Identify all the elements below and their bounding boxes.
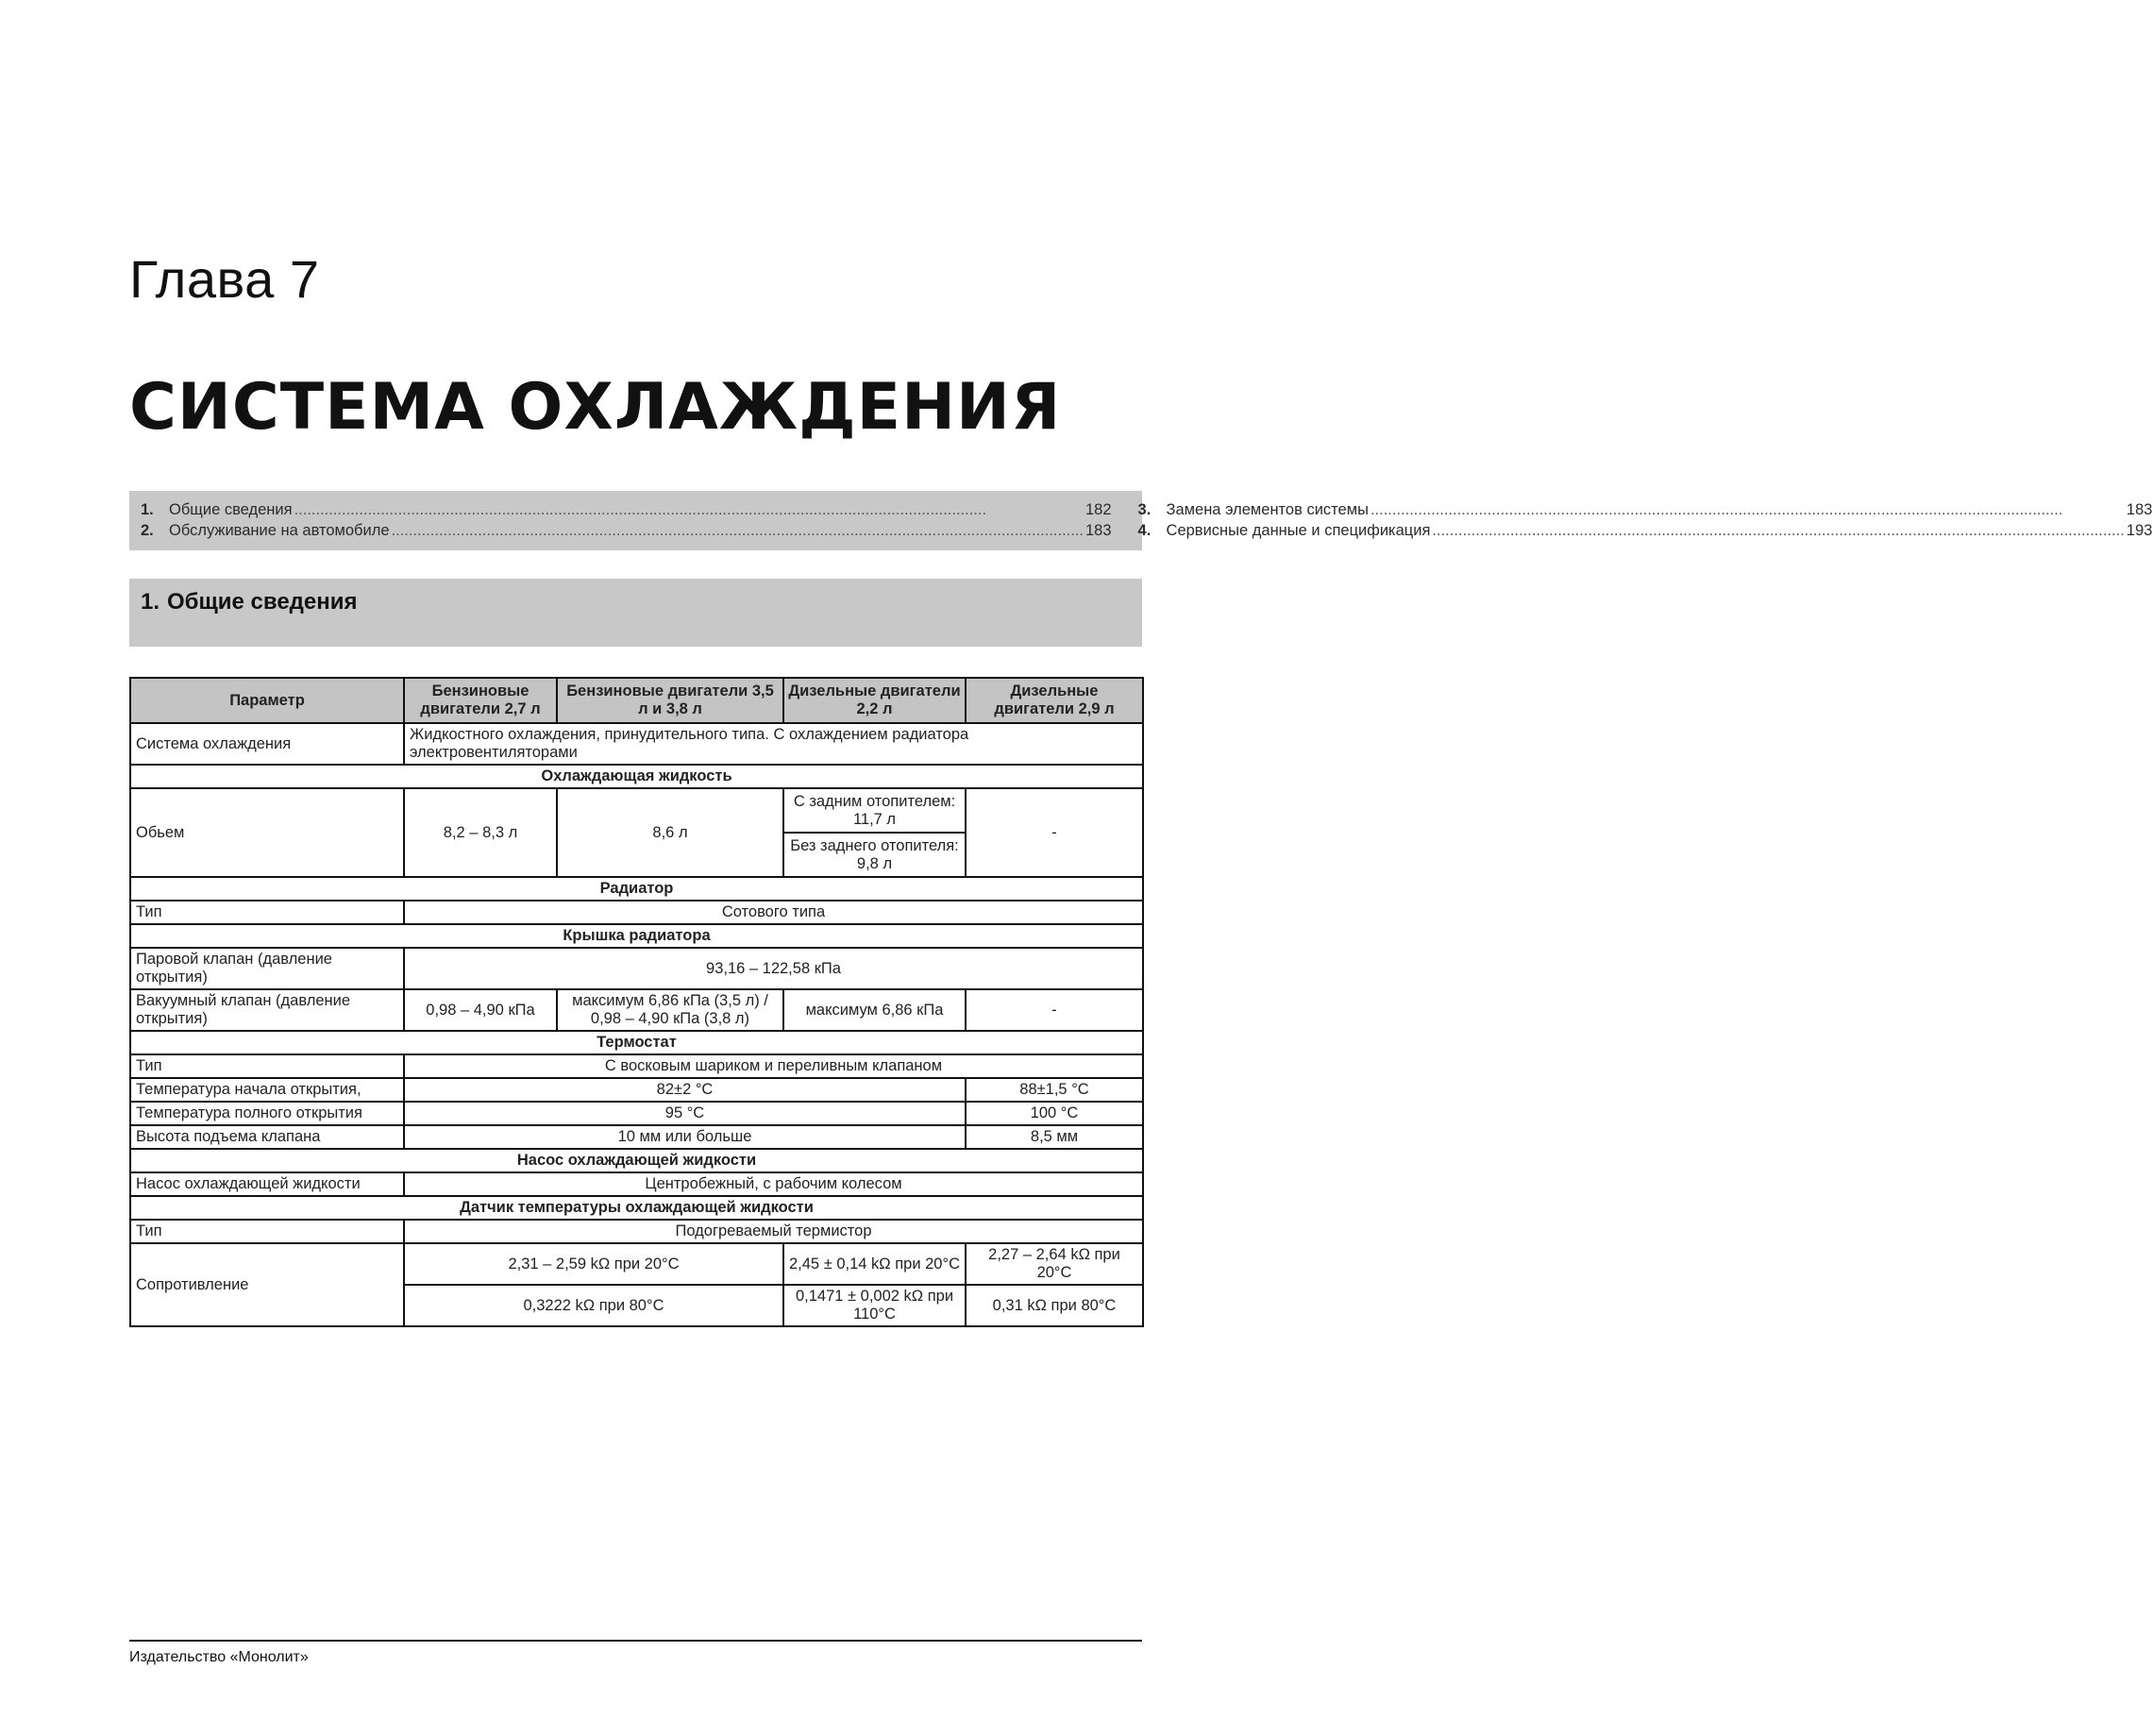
table-subheading: Насос охлаждающей жидкости [130,1149,1143,1172]
table-subheading-row [130,765,1143,788]
param-label: Паровой клапан (давление открытия) [130,948,404,989]
param-label: Насос охлаждающей жидкости [130,1172,404,1196]
param-value: 0,1471 ± 0,002 kΩ при 110°С [783,1285,966,1326]
column-header: Бензиновые двигатели 3,5 л и 3,8 л [557,678,783,723]
toc-title: Сервисные данные и спецификация [1166,522,1431,539]
toc-page: 193 [2126,522,2152,539]
toc-item[interactable] [141,500,1112,519]
toc-leader [294,500,1084,519]
table-subheading: Термостат [130,1031,1143,1054]
param-value: 8,2 – 8,3 л [404,788,557,877]
param-value: максимум 6,86 кПа [783,989,966,1031]
table-row [130,948,1143,989]
param-label: Обьем [130,788,404,877]
param-value: 8,5 мм [966,1125,1143,1149]
param-value: - [966,788,1143,877]
table-row [130,1220,1143,1243]
param-value: 0,31 kΩ при 80°С [966,1285,1143,1326]
column-header: Дизельные двигатели 2,9 л [966,678,1143,723]
param-value: 10 мм или больше [404,1125,966,1149]
table-row [130,1172,1143,1196]
toc-number: 1. [141,501,154,518]
param-value: Центробежный, с рабочим колесом [404,1172,1143,1196]
param-label: Вакуумный клапан (давление открытия) [130,989,404,1031]
table-subheading-row [130,1196,1143,1220]
table-subheading: Радиатор [130,877,1143,901]
chapter-label: Глава 7 [129,249,320,309]
param-label: Температура начала открытия, [130,1078,404,1102]
toc-title: Обслуживание на автомобиле [169,522,390,539]
param-value: Без заднего отопителя: 9,8 л [783,833,966,877]
param-value: С восковым шариком и переливным клапаном [404,1054,1143,1078]
toc-item[interactable] [1138,500,2152,519]
table-row [130,1102,1143,1125]
param-value: 0,98 – 4,90 кПа [404,989,557,1031]
param-value: 93,16 – 122,58 кПа [404,948,1143,989]
section-heading [129,579,1142,647]
section-number: 1. [141,589,160,615]
param-label: Тип [130,901,404,924]
table-row [130,1054,1143,1078]
table-subheading: Датчик температуры охлаждающей жидкости [130,1196,1143,1220]
table-row [130,1243,1143,1285]
toc-title: Замена элементов системы [1166,501,1369,518]
param-label: Сопротивление [130,1243,404,1326]
table-subheading: Крышка радиатора [130,924,1143,948]
table-subheading-row [130,924,1143,948]
table-row [130,788,1143,833]
toc-number: 4. [1137,522,1152,539]
param-label: Тип [130,1054,404,1078]
toc-item[interactable] [1138,521,2152,540]
toc-leader [1370,500,2125,519]
param-value: С задним отопителем: 11,7 л [783,788,966,833]
toc-title: Общие сведения [169,501,293,518]
param-value: максимум 6,86 кПа (3,5 л) / 0,98 – 4,90 кПа (3,8 л) [557,989,783,1031]
param-label: Температура полного открытия [130,1102,404,1125]
table-row [130,1125,1143,1149]
table-row [130,1078,1143,1102]
table-subheading-row [130,877,1143,901]
table-of-contents [129,491,2152,550]
param-value: 100 °С [966,1102,1143,1125]
table-row [130,989,1143,1031]
toc-leader [392,521,1084,540]
section-title: Общие сведения [167,589,358,615]
column-header: Параметр [130,678,404,723]
footer-divider [129,1640,1142,1642]
column-header: Бензиновые двигатели 2,7 л [404,678,557,723]
specifications-table [129,677,1144,1327]
toc-page: 182 [1085,501,1112,518]
param-value: 2,45 ± 0,14 kΩ при 20°С [783,1243,966,1285]
param-value: 82±2 °С [404,1078,966,1102]
column-header: Дизельные двигатели 2,2 л [783,678,966,723]
param-value: Подогреваемый термистор [404,1220,1143,1243]
param-value: 2,31 – 2,59 kΩ при 20°С [404,1243,783,1285]
table-subheading-row [130,1031,1143,1054]
param-value: 95 °С [404,1102,966,1125]
param-value: 2,27 – 2,64 kΩ при 20°С [966,1243,1143,1285]
table-subheading: Охлаждающая жидкость [130,765,1143,788]
table-row [130,901,1143,924]
param-value: 8,6 л [557,788,783,877]
param-value: Жидкостного охлаждения, принудительного типа. С охлаждением радиатора электровентиляторами [404,723,1143,765]
param-value: 88±1,5 °С [966,1078,1143,1102]
toc-number: 3. [1137,501,1152,518]
toc-page: 183 [1085,522,1112,539]
table-subheading-row [130,1149,1143,1172]
param-label: Система охлаждения [130,723,404,765]
param-label: Высота подъема клапана [130,1125,404,1149]
footer-publisher: Издательство «Монолит» [129,1649,309,1665]
param-value: 0,3222 kΩ при 80°С [404,1285,783,1326]
chapter-title: СИСТЕМА ОХЛАЖДЕНИЯ [129,370,1062,445]
table-row [130,723,1143,765]
toc-number: 2. [141,522,154,539]
toc-item[interactable] [141,521,1112,540]
param-value: Сотового типа [404,901,1143,924]
toc-page: 183 [2126,501,2152,518]
toc-leader [1432,521,2124,540]
param-value: - [966,989,1143,1031]
param-label: Тип [130,1220,404,1243]
table-header-row [130,678,1143,723]
